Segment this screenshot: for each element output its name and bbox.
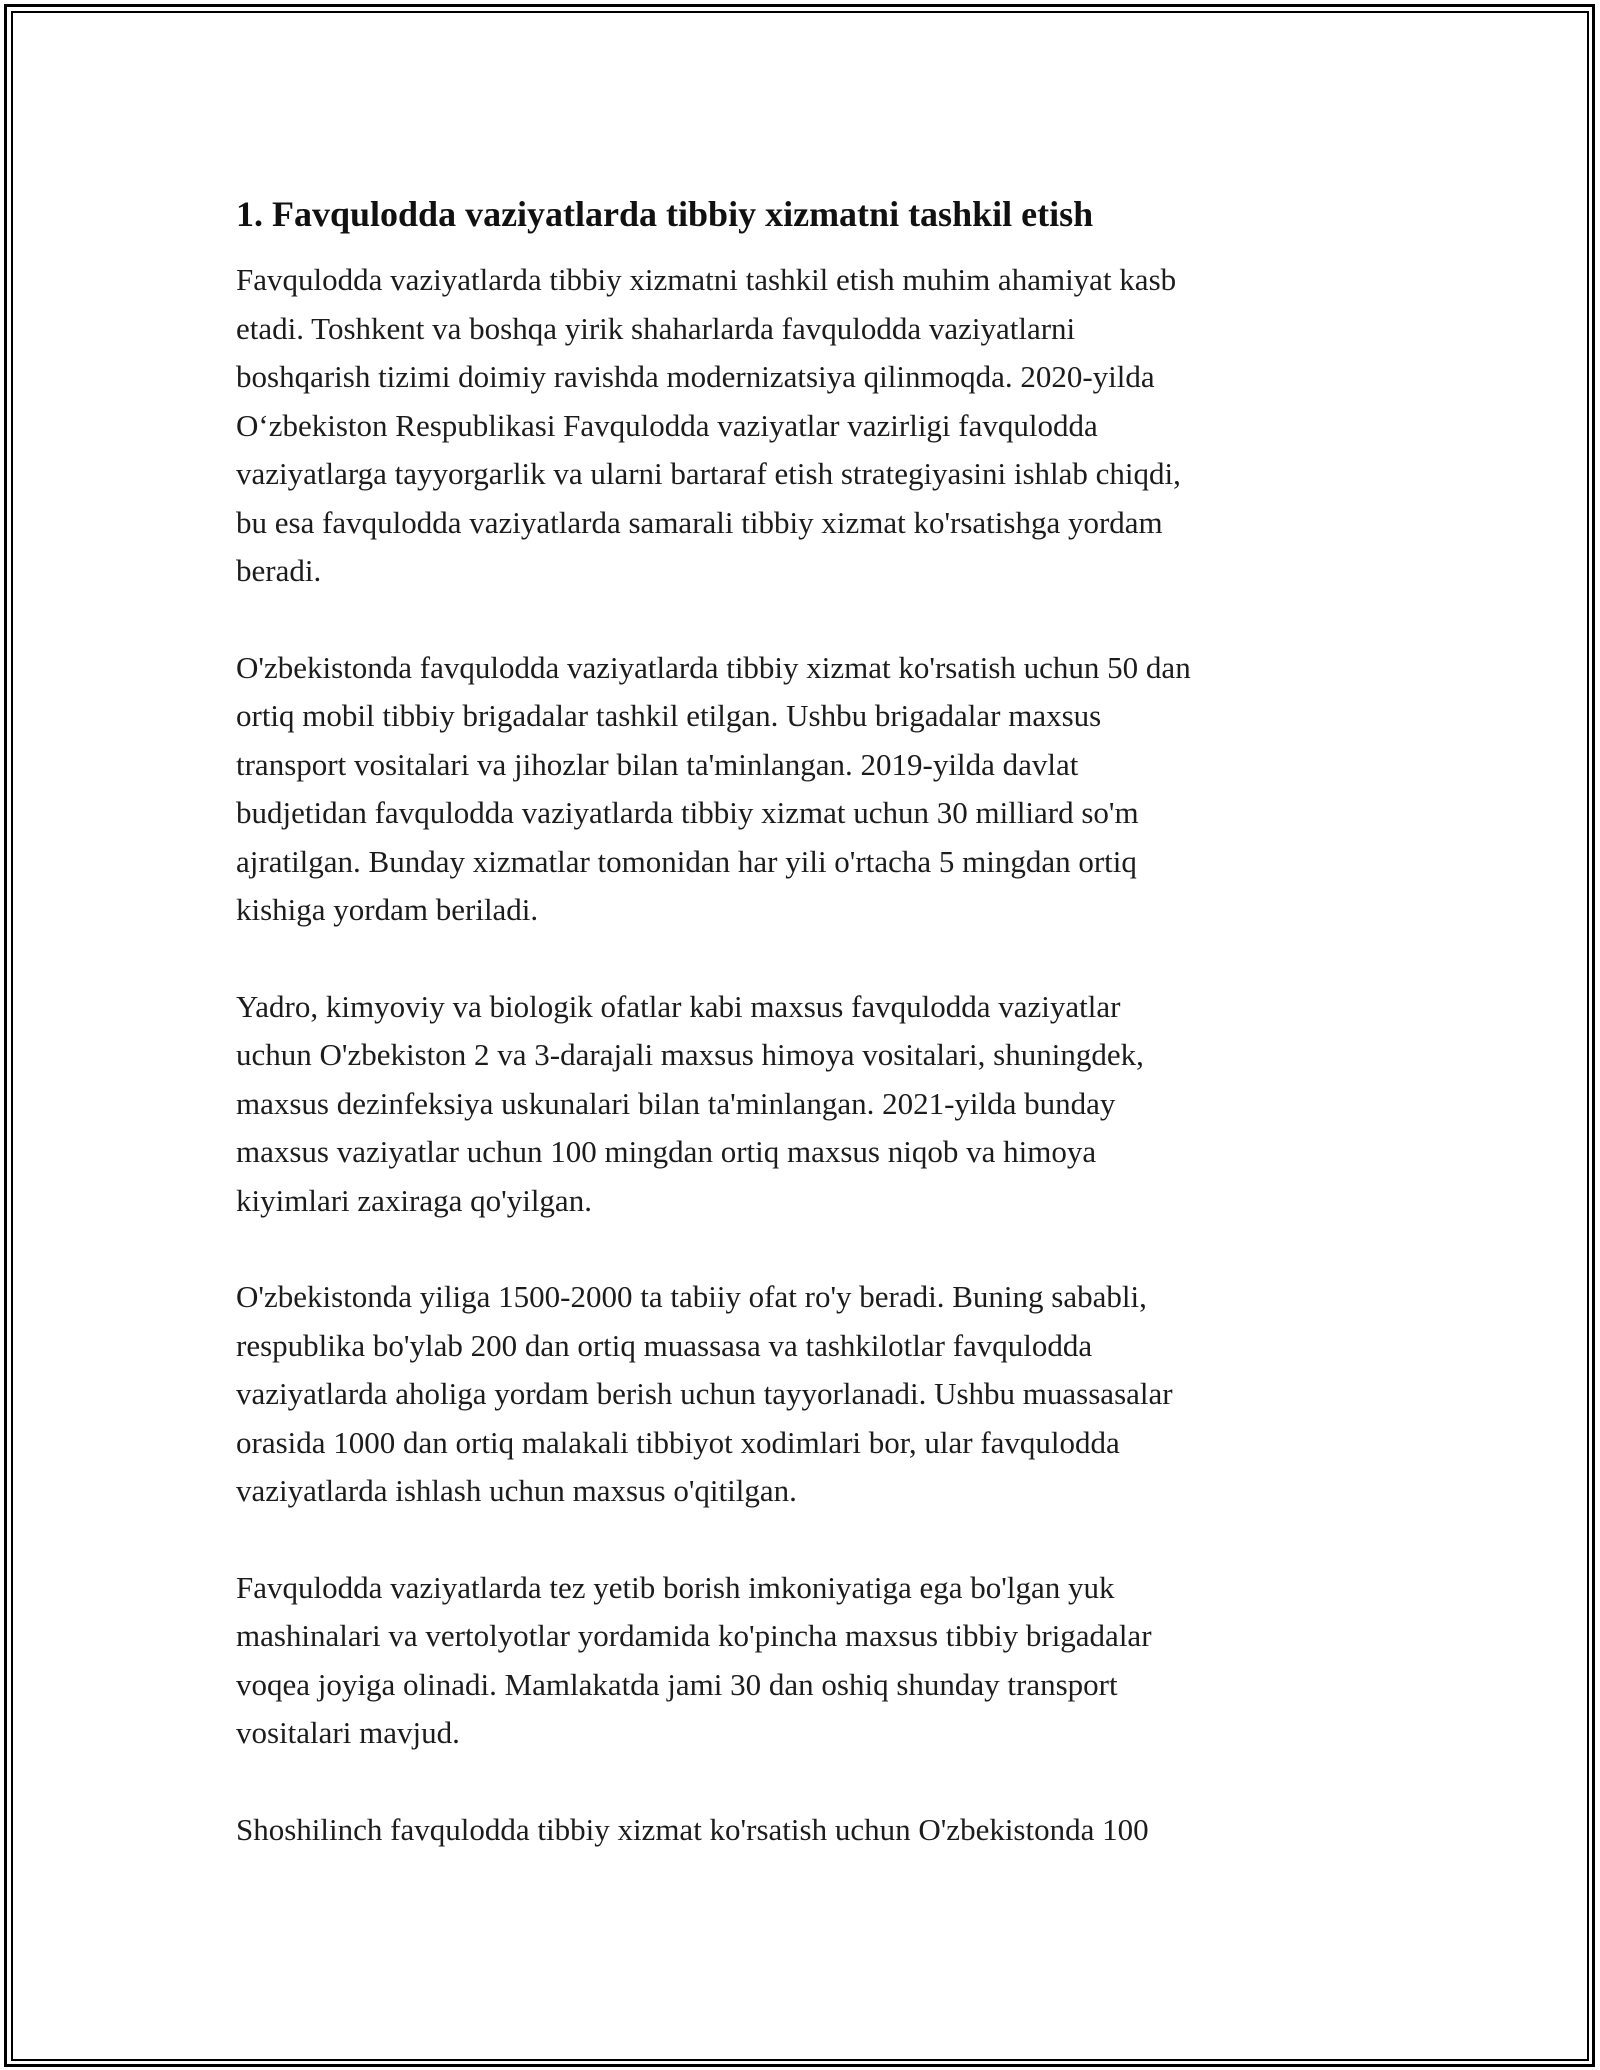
paragraph-line: kishiga yordam beriladi.	[236, 892, 539, 927]
paragraph-line: respublika bo'ylab 200 dan ortiq muassasa va tashkilotlar favqulodda	[236, 1327, 1093, 1363]
document-body	[236, 186, 1386, 1902]
section-heading: 1. Favqulodda vaziyatlarda tibbiy xizmatni tashkil etish	[236, 194, 1094, 234]
paragraph-line: mashinalari va vertolyotlar yordamida ko'pincha maxsus tibbiy brigadalar	[236, 1618, 1152, 1653]
paragraph-5	[236, 1564, 1386, 1758]
paragraph-line: etadi. Toshkent va boshqa yirik shaharlarda favqulodda vaziyatlarni	[236, 310, 1076, 346]
paragraph-line: bu esa favqulodda vaziyatlarda samarali tibbiy xizmat ko'rsatishga yordam	[236, 504, 1163, 540]
paragraph-line: budjetidan favqulodda vaziyatlarda tibbiy xizmat uchun 30 milliard so'm	[236, 795, 1139, 830]
paragraph-line: orasida 1000 dan ortiq malakali tibbiyot xodimlari bor, ular favqulodda	[236, 1424, 1120, 1460]
paragraph-line: Favqulodda vaziyatlarda tez yetib borish imkoniyatiga ega bo'lgan yuk	[236, 1569, 1115, 1605]
paragraph-line: maxsus dezinfeksiya uskunalari bilan ta'minlangan. 2021-yilda bunday	[236, 1085, 1116, 1121]
paragraph-1	[236, 256, 1386, 596]
paragraph-6	[236, 1806, 1386, 1855]
paragraph-3	[236, 983, 1386, 1226]
paragraph-line: Favqulodda vaziyatlarda tibbiy xizmatni tashkil etish muhim ahamiyat kasb	[236, 262, 1177, 297]
paragraph-4	[236, 1273, 1386, 1516]
paragraph-line: ortiq mobil tibbiy brigadalar tashkil etilgan. Ushbu brigadalar maxsus	[236, 698, 1102, 733]
paragraph-line: voqea joyiga olinadi. Mamlakatda jami 30 dan oshiq shunday transport	[236, 1666, 1118, 1702]
paragraph-line: vaziyatlarda ishlash uchun maxsus o'qitilgan.	[236, 1473, 797, 1508]
paragraph-line: uchun O'zbekiston 2 va 3-darajali maxsus himoya vositalari, shuningdek,	[236, 1037, 1144, 1072]
paragraph-line: kiyimlari zaxiraga qo'yilgan.	[236, 1182, 592, 1218]
paragraph-line: maxsus vaziyatlar uchun 100 mingdan ortiq maxsus niqob va himoya	[236, 1134, 1097, 1169]
paragraph-line: vaziyatlarga tayyorgarlik va ularni bartaraf etish strategiyasini ishlab chiqdi,	[236, 456, 1181, 491]
paragraph-line: O'zbekistonda yiliga 1500-2000 ta tabiiy ofat ro'y beradi. Buning sababli,	[236, 1279, 1147, 1314]
paragraph-line: Shoshilinch favqulodda tibbiy xizmat ko'rsatish uchun O'zbekistonda 100	[236, 1811, 1149, 1847]
paragraph-line: transport vositalari va jihozlar bilan ta'minlangan. 2019-yilda davlat	[236, 746, 1079, 782]
paragraph-2	[236, 644, 1386, 935]
paragraph-line: vositalari mavjud.	[236, 1715, 460, 1750]
paragraph-line: O'zbekistonda favqulodda vaziyatlarda tibbiy xizmat ko'rsatish uchun 50 dan	[236, 649, 1191, 685]
paragraph-line: O‘zbekiston Respublikasi Favqulodda vaziyatlar vazirligi favqulodda	[236, 407, 1098, 443]
paragraph-line: beradi.	[236, 553, 322, 588]
paragraph-line: vaziyatlarda aholiga yordam berish uchun tayyorlanadi. Ushbu muassasalar	[236, 1376, 1173, 1411]
paragraph-line: Yadro, kimyoviy va biologik ofatlar kabi maxsus favqulodda vaziyatlar	[236, 988, 1121, 1024]
paragraph-line: ajratilgan. Bunday xizmatlar tomonidan har yili o'rtacha 5 mingdan ortiq	[236, 843, 1137, 879]
paragraph-line: boshqarish tizimi doimiy ravishda modernizatsiya qilinmoqda. 2020-yilda	[236, 359, 1155, 394]
